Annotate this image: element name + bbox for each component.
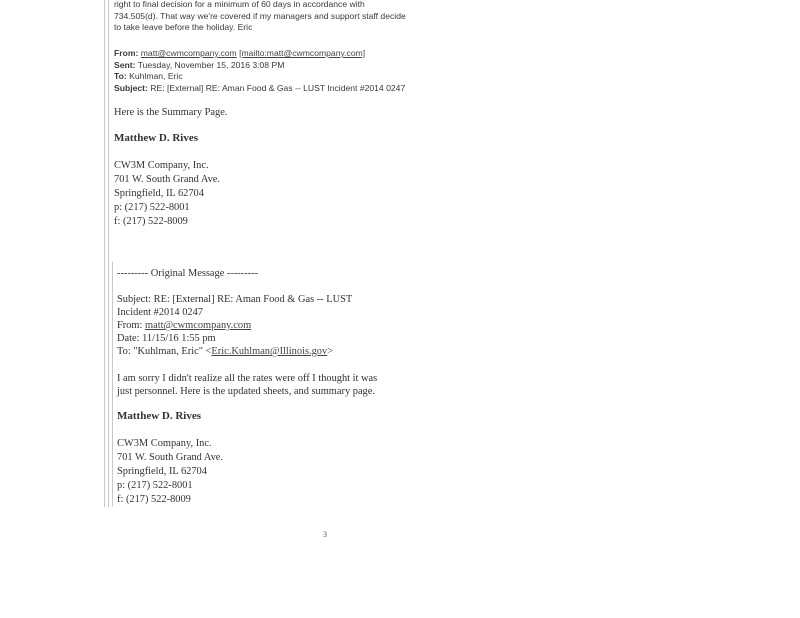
email-header [114,48,405,94]
reply-line-2: 734.505(d). That way we're covered if my managers and support staff decide [114,10,406,21]
original-from [117,319,352,332]
quote-rule-outer [104,0,105,507]
page-number: 3 [323,530,327,539]
header-from [114,48,405,60]
reply-body-continuation [114,0,406,34]
to-value: Kuhlman, Eric [129,71,183,81]
original-body-line-1: I am sorry I didn't realize all the rates were off I thought it was [117,373,378,384]
header-sent [114,60,405,72]
from-email-link[interactable]: matt@cwmcompany.com [140,48,237,58]
signature-address-1: 701 W. South Grand Ave. [114,174,221,185]
subject-label: Subject: [114,82,148,93]
original-message-body [117,372,377,398]
original-signature-block [117,437,223,507]
sent-label: Sent: [114,59,136,70]
header-to [114,71,405,83]
original-from-label: From: [117,320,143,331]
original-to-email-link[interactable]: Eric.Kuhlman@Illinois.gov [211,346,328,357]
original-body-line-2: just personnel. Here is the updated sheets, and summary page. [117,386,375,397]
signature-fax: f: (217) 522-8009 [114,216,188,227]
original-message-header [117,293,352,358]
signature-address-2: Springfield, IL 62704 [114,188,204,199]
original-signature-company: CW3M Company, Inc. [117,438,212,449]
message-body: Here is the Summary Page. [114,107,228,118]
from-mailto-link[interactable]: [mailto:matt@cwmcompany.com] [239,48,366,58]
subject-value: RE: [External] RE: Aman Food & Gas -- LUST Incident #2014 0247 [150,82,406,93]
original-signature-address-1: 701 W. South Grand Ave. [117,452,224,463]
original-to [117,345,352,358]
original-message-divider: --------- Original Message --------- [117,268,259,279]
original-to-suffix: > [327,346,334,357]
original-to-prefix: To: "Kuhlman, Eric" < [117,346,212,357]
signature-name: Matthew D. Rives [114,132,199,144]
from-label: From: [114,48,139,58]
original-signature-name: Matthew D. Rives [117,410,202,422]
header-subject [114,83,405,95]
original-subject-line-1: Subject: RE: [External] RE: Aman Food & Gas -- LUST [117,294,353,305]
original-signature-fax: f: (217) 522-8009 [117,494,191,505]
sent-value: Tuesday, November 15, 2016 3:08 PM [137,59,285,70]
signature-phone: p: (217) 522-8001 [114,202,190,213]
original-signature-address-2: Springfield, IL 62704 [117,466,207,477]
original-from-email-link[interactable]: matt@cwmcompany.com [145,320,252,331]
reply-line-3: to take leave before the holiday. Eric [114,22,253,32]
reply-line-1: right to final decision for a minimum of 60 days in accordance with [114,0,365,9]
original-signature-phone: p: (217) 522-8001 [117,480,193,491]
signature-block [114,159,220,229]
original-date: Date: 11/15/16 1:55 pm [117,333,216,344]
quote-rule-middle [108,0,109,507]
to-label: To: [114,71,127,81]
quote-rule-inner [112,262,113,507]
original-subject-line-2: Incident #2014 0247 [117,307,203,318]
signature-company: CW3M Company, Inc. [114,160,209,171]
